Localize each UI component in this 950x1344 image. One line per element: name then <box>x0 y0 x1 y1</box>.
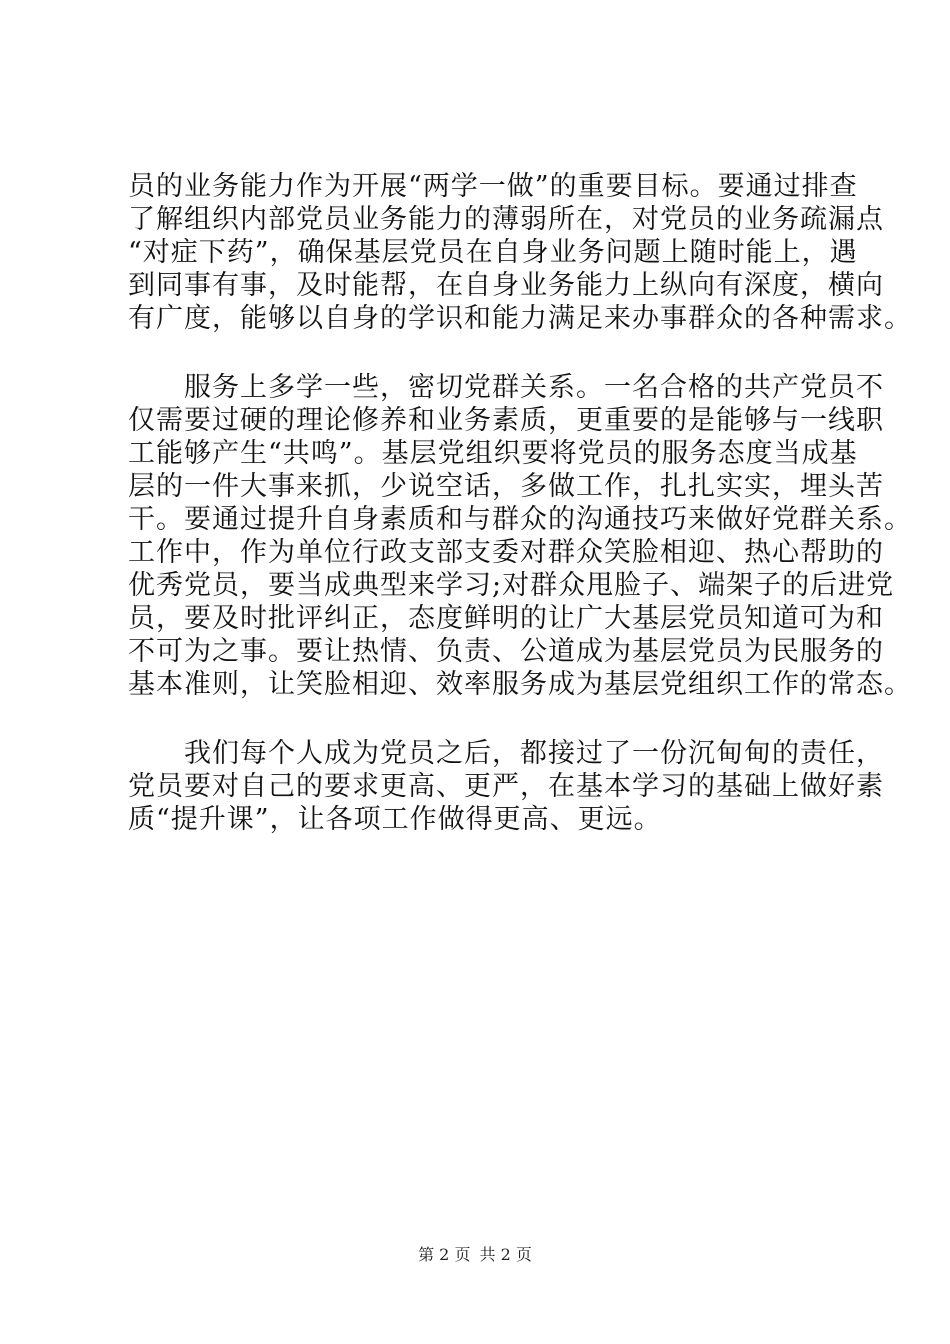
text-line: 工作中，作为单位行政支部支委对群众笑脸相迎、热心帮助的 <box>128 537 884 568</box>
text-line: 党员要对自己的要求更高、更严，在基本学习的基础上做好素 <box>128 771 884 802</box>
text-line: 层的一件大事来抓，少说空话，多做工作，扎扎实实，埋头苦 <box>128 471 884 502</box>
paragraph-gap <box>128 701 834 737</box>
text-line: 优秀党员，要当成典型来学习;对群众甩脸子、端架子的后进党 <box>128 570 895 601</box>
text-line: 我们每个人成为党员之后，都接过了一份沉甸甸的责任， <box>128 738 884 769</box>
page-number: 第 2 页 <box>418 1245 471 1264</box>
page-footer <box>0 1245 950 1265</box>
text-line: 不可为之事。要让热情、负责、公道成为基层党员为民服务的 <box>128 636 884 667</box>
text-line: 仅需要过硬的理论修养和业务素质，更重要的是能够与一线职 <box>128 405 884 436</box>
text-line: 基本准则，让笑脸相迎、效率服务成为基层党组织工作的常态。 <box>128 669 912 700</box>
text-line: 工能够产生“共鸣”。基层党组织要将党员的服务态度当成基 <box>128 438 858 469</box>
page-total: 共 2 页 <box>479 1245 532 1264</box>
text-line: 干。要通过提升自身素质和与群众的沟通技巧来做好党群关系。 <box>128 504 912 535</box>
paragraph-1 <box>128 170 912 335</box>
paragraph-2 <box>128 371 912 701</box>
text-line: 服务上多学一些，密切党群关系。一名合格的共产党员不 <box>128 372 884 403</box>
text-line: 员的业务能力作为开展“两学一做”的重要目标。要通过排查 <box>128 171 858 202</box>
text-line: 质“提升课”，让各项工作做得更高、更远。 <box>128 804 662 835</box>
paragraph-3 <box>128 737 884 836</box>
text-line: “对症下药”，确保基层党员在自身业务问题上随时能上，遇 <box>128 237 858 268</box>
text-line: 有广度，能够以自身的学识和能力满足来办事群众的各种需求。 <box>128 303 912 334</box>
text-line: 了解组织内部党员业务能力的薄弱所在，对党员的业务疏漏点 <box>128 204 884 235</box>
document-body <box>128 170 912 836</box>
text-line: 到同事有事，及时能帮，在自身业务能力上纵向有深度，横向 <box>128 270 884 301</box>
text-line: 员，要及时批评纠正，态度鲜明的让广大基层党员知道可为和 <box>128 603 884 634</box>
paragraph-gap <box>128 335 834 371</box>
